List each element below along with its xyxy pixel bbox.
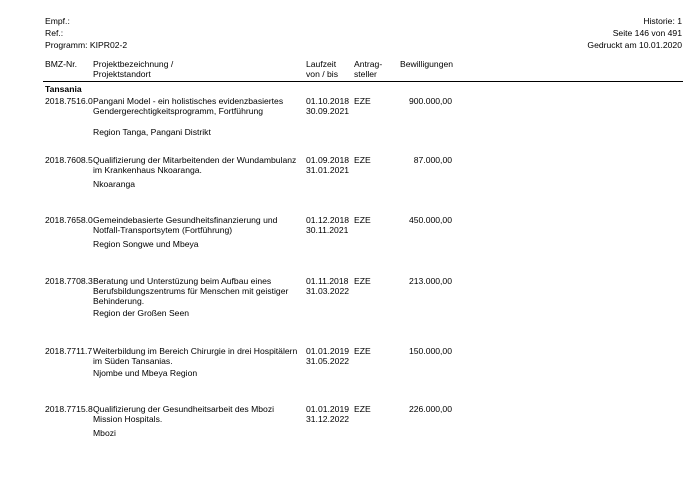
laufzeit-bis: 31.05.2022 <box>306 356 350 366</box>
bewilligung: 900.000,00 <box>408 96 452 106</box>
historie-label: Historie: 1 <box>643 16 682 26</box>
laufzeit-von: 01.11.2018 <box>306 276 349 286</box>
ref-label: Ref.: <box>45 28 64 38</box>
antragsteller: EZE <box>354 346 371 356</box>
laufzeit <box>306 155 349 175</box>
project-title: Qualifizierung der Gesundheitsarbeit des Mbozi Mission Hospitals. <box>93 404 275 424</box>
laufzeit <box>306 215 349 235</box>
column-header-project-line2: Projektstandort <box>93 69 151 79</box>
antragsteller: EZE <box>354 96 371 106</box>
header-right <box>587 16 682 52</box>
laufzeit-von: 01.10.2018 <box>306 96 350 106</box>
bmz-number: 2018.7608.5 <box>45 155 93 165</box>
column-header-laufzeit-line2: von / bis <box>306 69 339 79</box>
header-rule <box>43 81 683 82</box>
column-header-laufzeit <box>306 59 338 79</box>
column-header-antrag-line2: steller <box>354 69 377 79</box>
project-title: Gemeindebasierte Gesundheitsfinanzierung und Notfall-Transportsytem (Fortführung) <box>93 215 278 235</box>
laufzeit-bis: 31.03.2022 <box>306 286 350 296</box>
bewilligung: 226.000,00 <box>408 404 452 414</box>
country-heading: Tansania <box>45 84 82 94</box>
bmz-number: 2018.7516.0 <box>45 96 93 106</box>
programm-label: Programm: KIPR02-2 <box>45 40 128 50</box>
laufzeit <box>306 276 349 296</box>
laufzeit-von: 01.09.2018 <box>306 155 350 165</box>
page-number: Seite 146 von 491 <box>612 28 682 38</box>
laufzeit <box>306 96 349 116</box>
bmz-number: 2018.7715.8 <box>45 404 93 414</box>
column-header-antrag-line1: Antrag- <box>354 59 383 69</box>
header-left <box>45 16 127 52</box>
project-title: Beratung und Unterstüzung beim Aufbau eines Berufsbildungszentrums für Menschen mit geistiger Behinderung. <box>93 276 289 306</box>
project-location: Region Tanga, Pangani Distrikt <box>93 127 211 137</box>
column-header-antragsteller <box>354 59 382 79</box>
laufzeit-von: 01.01.2019 <box>306 404 350 414</box>
bewilligung: 150.000,00 <box>408 346 452 356</box>
laufzeit <box>306 404 349 424</box>
column-header-project <box>93 59 173 79</box>
print-date: Gedruckt am 10.01.2020 <box>587 40 682 50</box>
project-location: Njombe und Mbeya Region <box>93 368 198 378</box>
column-header-bmz: BMZ-Nr. <box>45 59 77 69</box>
bmz-number: 2018.7711.7 <box>45 346 93 356</box>
bmz-number: 2018.7658.0 <box>45 215 93 225</box>
laufzeit-von: 01.01.2019 <box>306 346 350 356</box>
bmz-number: 2018.7708.3 <box>45 276 93 286</box>
laufzeit-bis: 31.01.2021 <box>306 165 350 175</box>
antragsteller: EZE <box>354 215 371 225</box>
antragsteller: EZE <box>354 155 371 165</box>
project-location: Region Songwe und Mbeya <box>93 239 199 249</box>
project-location: Mbozi <box>93 428 116 438</box>
project-location: Region der Großen Seen <box>93 308 190 318</box>
column-header-project-line1: Projektbezeichnung / <box>93 59 174 69</box>
bewilligung: 213.000,00 <box>408 276 452 286</box>
project-title: Qualifizierung der Mitarbeitenden der Wundambulanz im Krankenhaus Nkoaranga. <box>93 155 297 175</box>
laufzeit-von: 01.12.2018 <box>306 215 350 225</box>
bewilligung: 450.000,00 <box>408 215 452 225</box>
project-location: Nkoaranga <box>93 179 136 189</box>
laufzeit-bis: 30.11.2021 <box>306 225 349 235</box>
laufzeit-bis: 30.09.2021 <box>306 106 350 116</box>
antragsteller: EZE <box>354 404 371 414</box>
empf-label: Empf.: <box>45 16 70 26</box>
column-header-laufzeit-line1: Laufzeit <box>306 59 337 69</box>
bewilligung: 87.000,00 <box>413 155 452 165</box>
laufzeit <box>306 346 349 366</box>
project-title: Pangani Model - ein holistisches evidenzbasiertes Gendergerechtigkeitsprogramm, Fortführung <box>93 96 284 116</box>
laufzeit-bis: 31.12.2022 <box>306 414 350 424</box>
column-header-bewilligungen: Bewilligungen <box>400 59 454 69</box>
project-title: Weiterbildung im Bereich Chirurgie in drei Hospitälern im Süden Tansanias. <box>93 346 298 366</box>
antragsteller: EZE <box>354 276 371 286</box>
